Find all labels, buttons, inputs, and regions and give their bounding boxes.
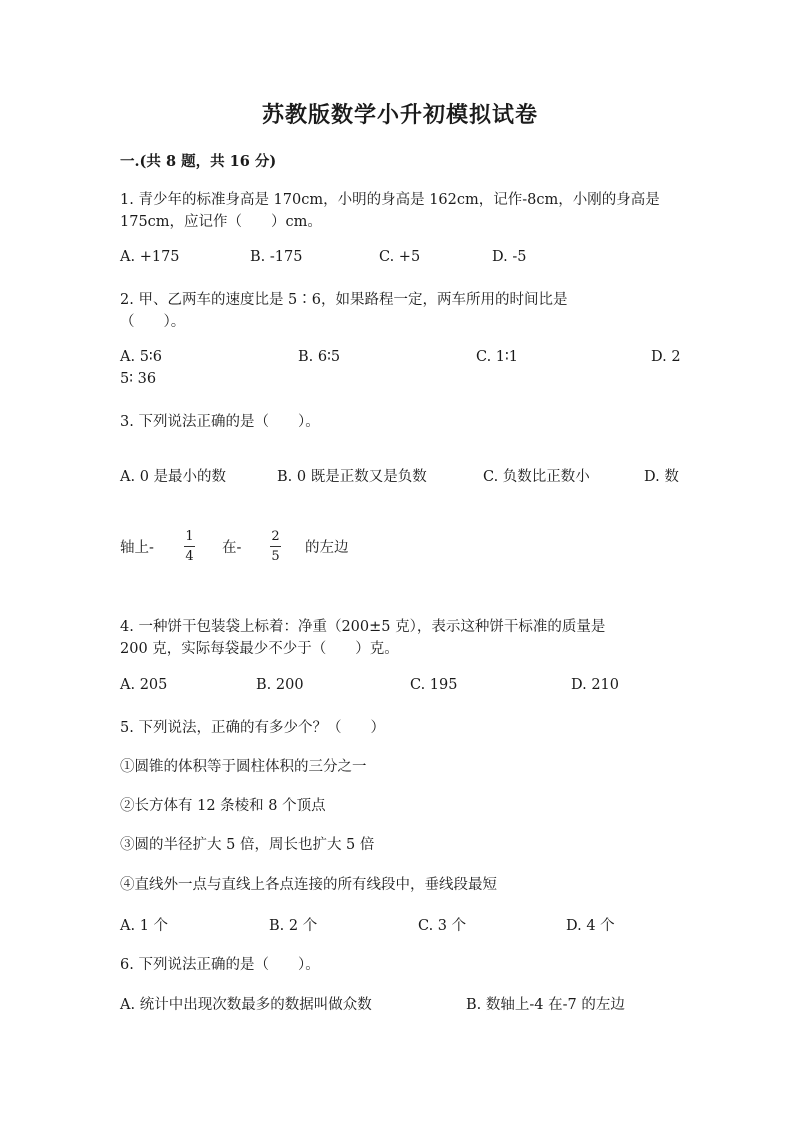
q4-option-c: C. 195 (410, 677, 458, 693)
fraction-numerator: 1 (185, 529, 194, 544)
fraction-numerator: 2 (271, 529, 280, 544)
q3-option-d-continued: 轴上- (120, 540, 154, 556)
q5-statement-3: ③圆的半径扩大 5 倍，周长也扩大 5 倍 (120, 837, 375, 853)
q3-option-d-text-end: 的左边 (305, 540, 349, 556)
q1-stem-line1: 1. 青少年的标准身高是 170cm，小明的身高是 162cm，记作-8cm，小刚的身高是 (120, 192, 660, 208)
page-title: 苏教版数学小升初模拟试卷 (261, 102, 538, 128)
q3-stem: 3. 下列说法正确的是（ ）。 (120, 414, 320, 430)
q2-option-d: D. 2 (651, 349, 681, 365)
q4-option-b: B. 200 (256, 677, 304, 693)
q2-option-c: C. 1∶1 (476, 349, 519, 365)
q5-statement-2: ②长方体有 12 条棱和 8 个顶点 (120, 798, 326, 814)
q6-option-b: B. 数轴上-4 在-7 的左边 (466, 997, 625, 1013)
q6-stem: 6. 下列说法正确的是（ ）。 (120, 957, 320, 973)
q3-option-a: A. 0 是最小的数 (120, 469, 227, 485)
q5-option-a: A. 1 个 (120, 918, 169, 934)
q4-option-d: D. 210 (571, 677, 620, 693)
q5-stem: 5. 下列说法，正确的有多少个？（ ） (120, 720, 385, 736)
q4-stem-line2: 200 克，实际每袋最少不少于（ ）克。 (120, 641, 399, 657)
q3-option-b: B. 0 既是正数又是负数 (277, 469, 427, 485)
q5-option-d: D. 4 个 (566, 918, 615, 934)
q2-stem-line2: （ ）。 (120, 314, 186, 330)
q5-statement-4: ④直线外一点与直线上各点连接的所有线段中，垂线段最短 (120, 877, 497, 893)
q4-stem-line1: 4. 一种饼干包装袋上标着：净重（200±5 克），表示这种饼干标准的质量是 (120, 619, 606, 635)
q5-statement-1: ①圆锥的体积等于圆柱体积的三分之一 (120, 759, 367, 775)
q5-option-b: B. 2 个 (269, 918, 318, 934)
fraction-denominator: 4 (185, 549, 194, 564)
fraction-two-fifths (270, 530, 281, 563)
q3-option-c: C. 负数比正数小 (483, 469, 590, 485)
q3-option-d-text-mid: 在- (222, 540, 242, 556)
q1-stem-line2: 175cm，应记作（ ）cm。 (120, 214, 322, 230)
q6-option-a: A. 统计中出现次数最多的数据叫做众数 (120, 997, 372, 1013)
fraction-bar (270, 546, 281, 547)
fraction-denominator: 5 (271, 549, 280, 564)
q3-option-d: D. 数 (644, 469, 679, 485)
q1-option-d: D. -5 (492, 249, 527, 265)
section-heading: 一.(共 8 题，共 16 分) (120, 153, 277, 170)
q2-option-a: A. 5∶6 (120, 349, 162, 365)
q5-option-c: C. 3 个 (418, 918, 467, 934)
q2-option-d-continued: 5∶ 36 (120, 371, 157, 387)
q1-option-c: C. +5 (379, 249, 421, 265)
fraction-one-quarter (184, 530, 195, 563)
fraction-bar (184, 546, 195, 547)
q4-option-a: A. 205 (120, 677, 168, 693)
q2-stem-line1: 2. 甲、乙两车的速度比是 5∶6，如果路程一定，两车所用的时间比是 (120, 292, 568, 308)
q1-option-b: B. -175 (250, 249, 303, 265)
q2-option-b: B. 6∶5 (298, 349, 341, 365)
q1-option-a: A. +175 (120, 249, 180, 265)
